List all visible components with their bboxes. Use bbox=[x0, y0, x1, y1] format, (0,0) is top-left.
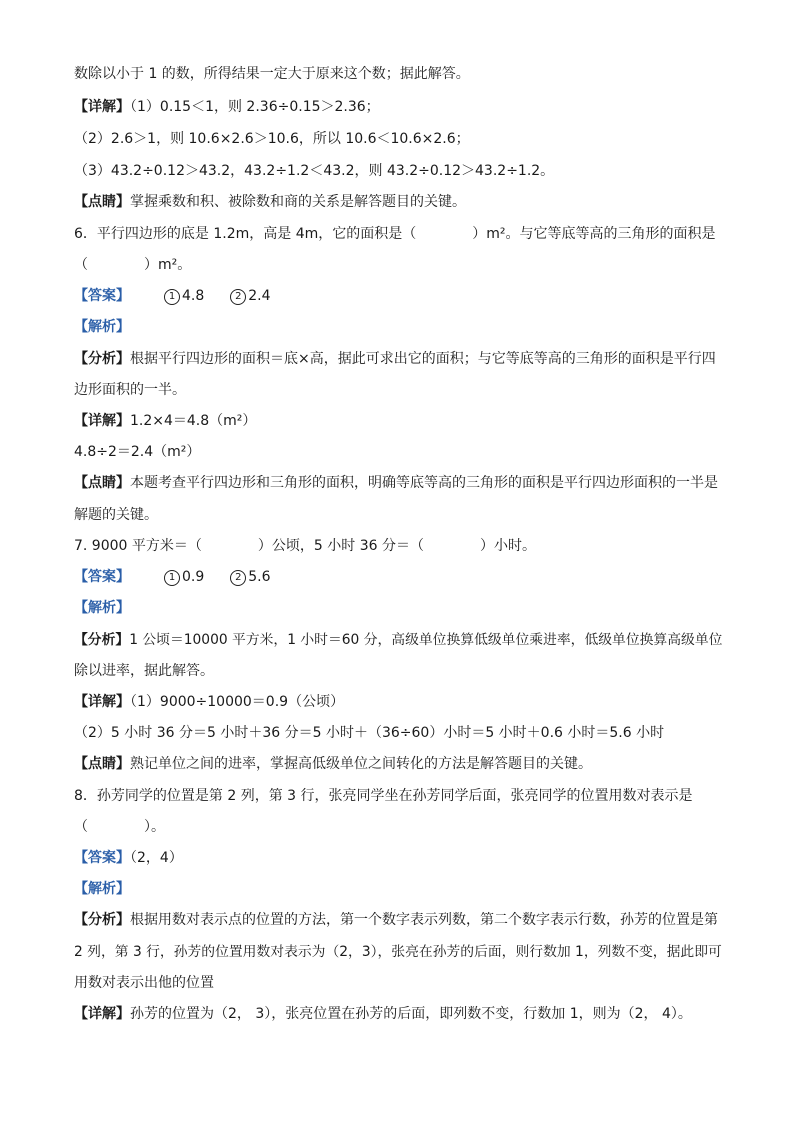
detail-tag: 【详解】 bbox=[74, 1006, 130, 1022]
text-line bbox=[74, 942, 722, 962]
answer-line bbox=[74, 848, 183, 868]
question-text: （ ）。 bbox=[74, 819, 165, 835]
question-6 bbox=[74, 224, 716, 244]
analysis-tag: 【解析】 bbox=[74, 600, 130, 616]
text: 4.8÷2＝2.4（m²） bbox=[74, 444, 201, 460]
text: （1）0.15＜1，则 2.36÷0.15＞2.36； bbox=[130, 99, 380, 115]
answer-tag: 【答案】 bbox=[74, 850, 130, 866]
circled-number: 2 bbox=[230, 570, 246, 586]
text-line bbox=[74, 64, 470, 84]
text-line bbox=[74, 630, 722, 650]
text-line bbox=[74, 505, 158, 525]
answer-value: 4.8 bbox=[182, 288, 205, 304]
text: 本题考查平行四边形和三角形的面积，明确等底等高的三角形的面积是平行四边形面积的一半是 bbox=[130, 475, 718, 491]
text: 边形面积的一半。 bbox=[74, 382, 186, 398]
text: 1.2×4＝4.8（m²） bbox=[130, 413, 257, 429]
text-line bbox=[74, 973, 214, 993]
text: 除以进率，据此解答。 bbox=[74, 663, 214, 679]
analysis-heading bbox=[74, 879, 130, 899]
text: 根据用数对表示点的位置的方法，第一个数字表示列数，第二个数字表示行数，孙芳的位置是第 bbox=[130, 912, 718, 928]
analysis-tag: 【解析】 bbox=[74, 319, 130, 335]
text: 掌握乘数和积、被除数和商的关系是解答题目的关键。 bbox=[130, 194, 466, 210]
circled-number: 1 bbox=[164, 289, 180, 305]
text: （2）5 小时 36 分＝5 小时＋36 分＝5 小时＋（36÷60）小时＝5 小时＋0.6 小时＝5.6 小时 bbox=[74, 725, 665, 741]
answer-line bbox=[74, 567, 271, 587]
analysis-sub-tag: 【分析】 bbox=[74, 912, 130, 928]
answer-line bbox=[74, 286, 271, 306]
text: （1）9000÷10000＝0.9（公顷） bbox=[130, 694, 345, 710]
text-line bbox=[74, 661, 214, 681]
analysis-heading bbox=[74, 317, 130, 337]
text-line bbox=[74, 1004, 692, 1024]
answer-value: 5.6 bbox=[248, 569, 271, 585]
point-tag: 【点睛】 bbox=[74, 194, 130, 210]
text-line bbox=[74, 129, 470, 149]
text-line bbox=[74, 442, 200, 462]
text: 解题的关键。 bbox=[74, 507, 158, 523]
text: （3）43.2÷0.12＞43.2，43.2÷1.2＜43.2，则 43.2÷0.12＞43.2÷1.2。 bbox=[74, 163, 555, 179]
text-line bbox=[74, 411, 256, 431]
detail-tag: 【详解】 bbox=[74, 99, 130, 115]
question-text: 7. 9000 平方米＝（ ）公顷，5 小时 36 分＝（ ）小时。 bbox=[74, 538, 536, 554]
question-6-cont bbox=[74, 255, 191, 275]
text-line bbox=[74, 723, 664, 743]
text: 用数对表示出他的位置 bbox=[74, 975, 214, 991]
detail-tag: 【详解】 bbox=[74, 694, 130, 710]
text-line bbox=[74, 161, 554, 181]
text-line bbox=[74, 754, 592, 774]
text-line bbox=[74, 473, 718, 493]
circled-number: 1 bbox=[164, 570, 180, 586]
answer-value: （2，4） bbox=[130, 850, 183, 866]
question-8 bbox=[74, 786, 693, 806]
text: （2）2.6＞1，则 10.6×2.6＞10.6，所以 10.6＜10.6×2.6； bbox=[74, 131, 470, 147]
question-text: 6．平行四边形的底是 1.2m，高是 4m，它的面积是（ ）m²。与它等底等高的三角形的面积是 bbox=[74, 226, 716, 242]
text: 数除以小于 1 的数，所得结果一定大于原来这个数；据此解答。 bbox=[74, 66, 470, 82]
text: 熟记单位之间的进率，掌握高低级单位之间转化的方法是解答题目的关键。 bbox=[130, 756, 592, 772]
question-text: 8．孙芳同学的位置是第 2 列，第 3 行，张亮同学坐在孙芳同学后面，张亮同学的位置用数对表示是 bbox=[74, 788, 693, 804]
question-7 bbox=[74, 536, 536, 556]
analysis-sub-tag: 【分析】 bbox=[74, 351, 130, 367]
circled-number: 2 bbox=[230, 289, 246, 305]
answer-tag: 【答案】 bbox=[74, 288, 130, 304]
point-tag: 【点睛】 bbox=[74, 756, 130, 772]
text: 2 列，第 3 行，孙芳的位置用数对表示为（2，3），张亮在孙芳的后面，则行数加 1，列数不变，据此即可 bbox=[74, 944, 722, 960]
text: 根据平行四边形的面积＝底×高，据此可求出它的面积；与它等底等高的三角形的面积是平行四 bbox=[130, 351, 716, 367]
text-line bbox=[74, 349, 716, 369]
text-line bbox=[74, 692, 344, 712]
text-line bbox=[74, 380, 186, 400]
analysis-tag: 【解析】 bbox=[74, 881, 130, 897]
question-8-cont bbox=[74, 817, 165, 837]
point-tag: 【点睛】 bbox=[74, 475, 130, 491]
text: 孙芳的位置为（2， 3），张亮位置在孙芳的后面，即列数不变，行数加 1，则为（2， 4）。 bbox=[130, 1006, 692, 1022]
answer-value: 2.4 bbox=[248, 288, 271, 304]
text-line bbox=[74, 910, 718, 930]
question-text: （ ）m²。 bbox=[74, 257, 192, 273]
text-line bbox=[74, 97, 380, 117]
text: 1 公顷＝10000 平方米，1 小时＝60 分，高级单位换算低级单位乘进率，低级单位换算高级单位 bbox=[129, 632, 723, 648]
analysis-sub-tag: 【分析】 bbox=[74, 632, 130, 648]
detail-tag: 【详解】 bbox=[74, 413, 130, 429]
answer-value: 0.9 bbox=[182, 569, 205, 585]
analysis-heading bbox=[74, 598, 130, 618]
text-line bbox=[74, 192, 466, 212]
answer-tag: 【答案】 bbox=[74, 569, 130, 585]
